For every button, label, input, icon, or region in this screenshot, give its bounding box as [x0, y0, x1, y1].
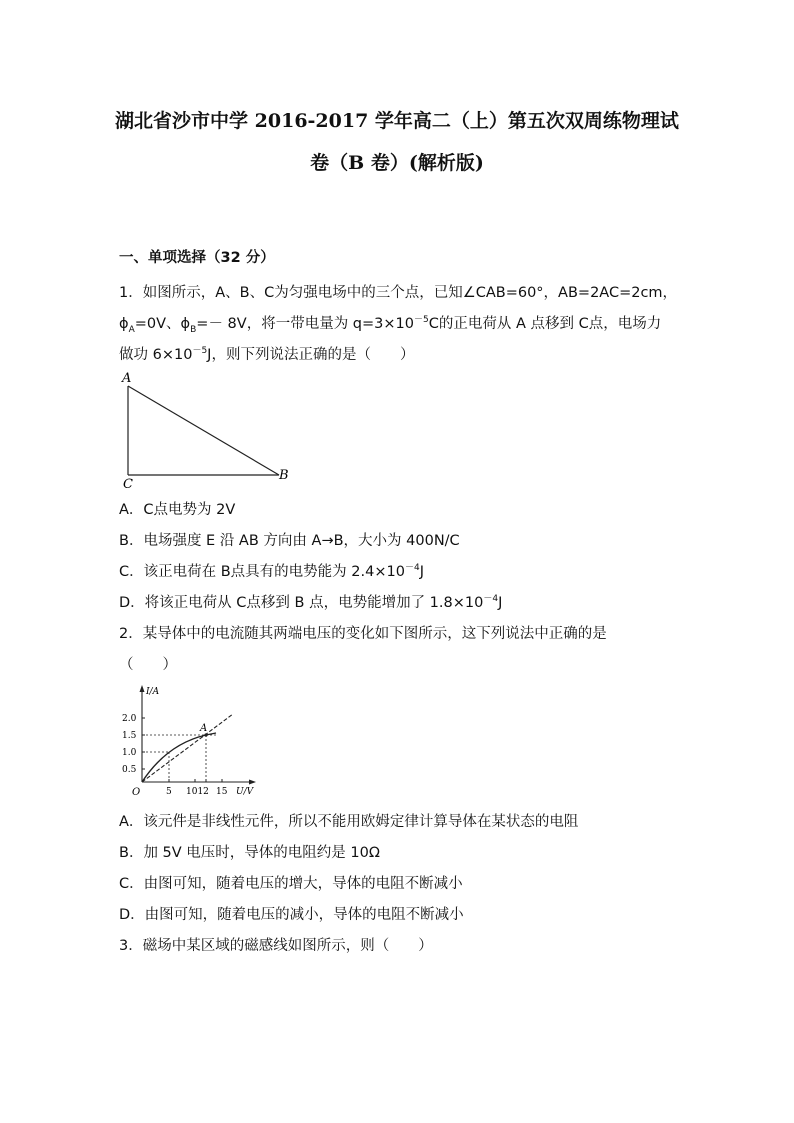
section-heading: 一、单项选择（32 分）: [119, 250, 275, 266]
x-axis-label: U/V: [236, 787, 254, 797]
y-axis-label: I/A: [146, 687, 160, 697]
q2-stem-line1: 2．某导体中的电流随其两端电压的变化如下图所示，这下列说法中正确的是: [119, 626, 607, 642]
y-tick-label: 1.5: [122, 731, 137, 741]
triangle-label-c: C: [123, 477, 133, 492]
iu-curve: [142, 733, 216, 782]
q2-option-b: B．加 5V 电压时，导体的电阻约是 10Ω: [119, 845, 380, 861]
point-a-label: A: [200, 723, 208, 734]
x-tick-label: 15: [216, 787, 228, 797]
y-tick-label: 0.5: [122, 765, 137, 775]
y-axis-arrow: [140, 685, 145, 692]
doc-title-line1: 湖北省沙市中学 2016-2017 学年高二（上）第五次双周练物理试: [115, 110, 679, 132]
dashed-line-through-origin: [142, 714, 233, 782]
y-tick-label: 1.0: [122, 748, 137, 758]
q1-triangle-figure: [115, 368, 300, 493]
q3-stem-line1: 3．磁场中某区域的磁感线如图所示，则（ ）: [119, 938, 433, 954]
q1-stem-line1: 1．如图所示，A、B、C为匀强电场中的三个点，已知∠CAB=60°，AB=2AC=2cm，: [119, 285, 678, 301]
q1-stem-line3: 做功 $6\times 10^{-5}J$，则下列说法正确的是（ ）: [119, 346, 415, 363]
q1-option-b: B．电场强度 E 沿 AB 方向由 A→B，大小为 400N/C: [119, 533, 460, 549]
x-tick-label: 5: [166, 787, 172, 797]
y-tick-label: 2.0: [122, 714, 137, 724]
origin-label: O: [132, 787, 141, 798]
triangle-label-b: B: [279, 468, 289, 483]
q2-iu-graph: [115, 684, 260, 800]
q1-option-c: C．该正电荷在 B点具有的电势能为 $2.4\times 10^{-4}J$: [119, 563, 424, 580]
q1-option-a: A．C点电势为 2V: [119, 502, 236, 518]
triangle-label-a: A: [122, 371, 132, 386]
x-tick-label: 1012: [186, 787, 209, 797]
q1-stem-line2: $\phi_A=0V$、$\phi_B=- 8V$，将一带电量为 $q=3\times 10^{-5}C$的正电荷从 A 点移到 C点，电场力: [119, 315, 662, 335]
doc-title-line2: 卷（B 卷）(解析版): [310, 152, 484, 174]
q2-option-d: D．由图可知，随着电压的减小，导体的电阻不断减小: [119, 907, 464, 923]
q2-option-c: C．由图可知，随着电压的增大，导体的电阻不断减小: [119, 876, 463, 892]
q2-option-a: A．该元件是非线性元件，所以不能用欧姆定律计算导体在某状态的电阻: [119, 814, 579, 830]
q2-stem-line2: （ ）: [119, 657, 177, 673]
x-axis-arrow: [249, 780, 256, 785]
q1-option-d: D．将该正电荷从 C点移到 B 点，电势能增加了 $1.8\times 10^{-4}J$: [119, 594, 503, 611]
